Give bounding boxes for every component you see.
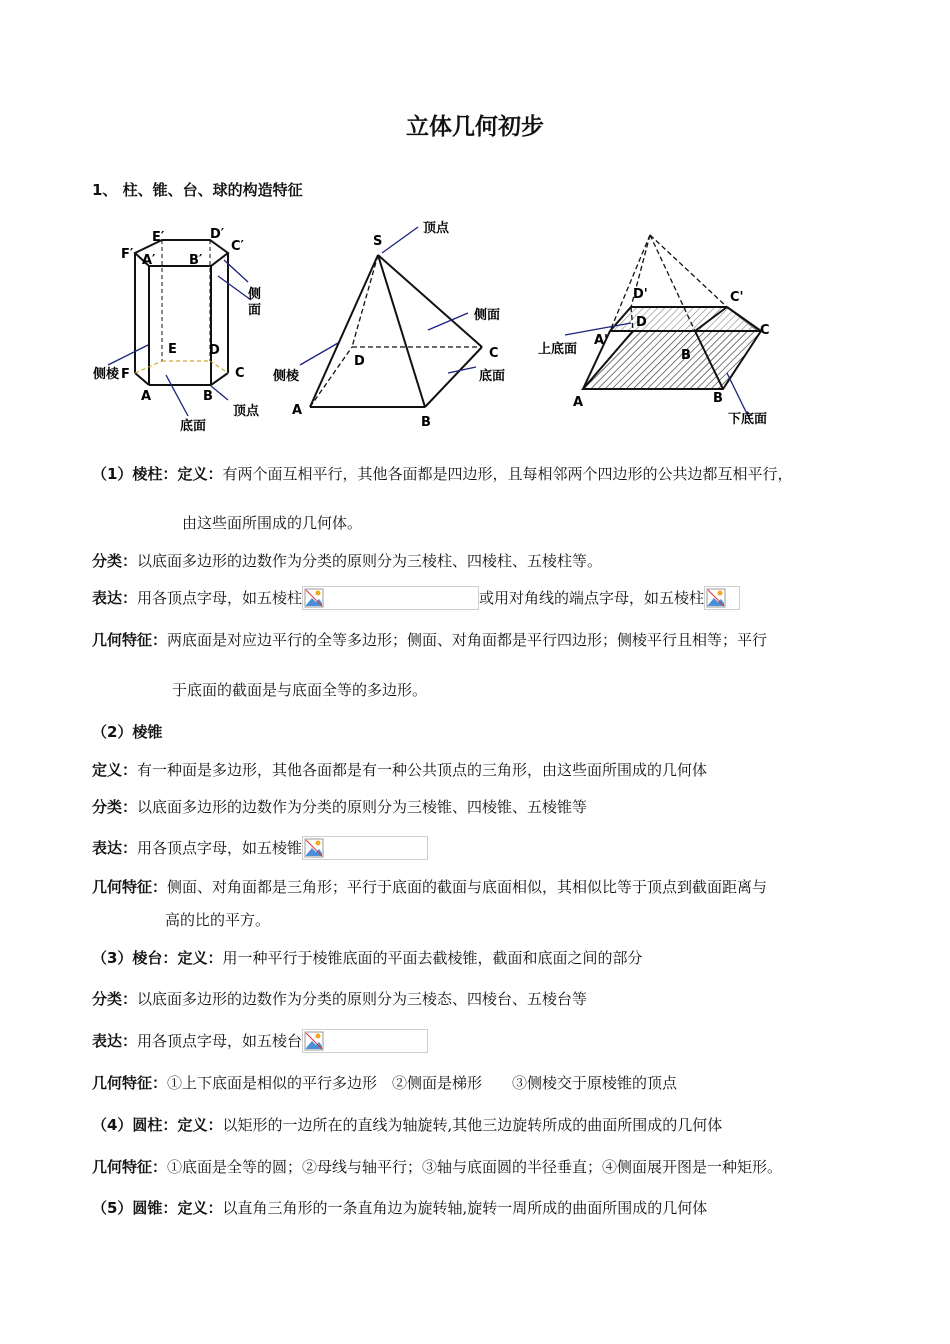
label-E-prime: E′ (152, 230, 165, 245)
label-S: S (373, 234, 383, 249)
cone-definition (92, 1197, 707, 1218)
prism-class-label: 分类： (92, 552, 138, 570)
label-side-face-1: 侧 (248, 287, 262, 302)
label-side-edge: 侧棱 (93, 367, 120, 382)
pyramid-expr-text: 用各顶点字母，如五棱锥 (137, 839, 303, 857)
prism-diagram (88, 220, 278, 435)
label-F: F (121, 367, 130, 382)
label-A-prime: A' (594, 333, 609, 348)
prism-features-cont: 于底面的截面是与底面全等的多边形。 (172, 681, 428, 699)
label-side-face-2: 面 (248, 303, 262, 318)
prism-definition (92, 463, 792, 484)
prism-features (92, 629, 767, 650)
prism-expr-label: 表达： (92, 589, 138, 607)
frustum-class-text: 以底面多边形的边数作为分类的原则分为三棱态、四棱台、五棱台等 (137, 990, 588, 1008)
cylinder-feat-label: 几何特征： (92, 1158, 168, 1176)
cylinder-definition (92, 1114, 722, 1135)
label-A: A (292, 403, 303, 418)
pyramid-feat-label: 几何特征： (92, 878, 168, 896)
label-side-face: 侧面 (474, 308, 501, 323)
cylinder-heading: （4）圆柱： (92, 1116, 178, 1134)
cylinder-feat-text: ①底面是全等的圆；②母线与轴平行；③轴与底面圆的半径垂直；④侧面展开图是一种矩形。 (167, 1158, 783, 1176)
pyramid-heading: （2）棱锥 (92, 723, 163, 741)
label-C: C (235, 366, 245, 381)
frustum-expression (92, 1030, 428, 1053)
label-vertex: 顶点 (423, 221, 450, 236)
cone-def-text: 以直角三角形的一条直角边为旋转轴,旋转一周所成的曲面所围成的几何体 (222, 1199, 708, 1217)
prism-heading: （1）棱柱： (92, 465, 178, 483)
cone-heading: （5）圆锥： (92, 1199, 178, 1217)
cylinder-def-label: 定义： (177, 1116, 223, 1134)
label-C-prime: C' (730, 290, 744, 305)
frustum-diagram (535, 225, 795, 435)
label-top-base: 上底面 (538, 342, 578, 357)
pyramid-expression (92, 837, 428, 860)
broken-image-icon (302, 836, 428, 860)
pyramid-diagram (270, 215, 520, 435)
frustum-expr-text: 用各顶点字母，如五棱台 (137, 1032, 303, 1050)
frustum-class-label: 分类： (92, 990, 138, 1008)
label-D: D (209, 343, 220, 358)
label-base: 底面 (479, 369, 506, 384)
pyramid-features (92, 876, 767, 897)
cone-def-label: 定义： (177, 1199, 223, 1217)
label-B-prime: B′ (189, 253, 203, 268)
label-A: A (141, 389, 152, 404)
frustum-expr-label: 表达： (92, 1032, 138, 1050)
pyramid-features-cont: 高的比的平方。 (165, 911, 271, 929)
label-C-prime: C′ (231, 239, 244, 254)
label-A: A (573, 395, 584, 410)
prism-feat-text: 两底面是对应边平行的全等多边形；侧面、对角面都是平行四边形；侧棱平行且相等；平行 (167, 631, 768, 649)
frustum-features (92, 1072, 677, 1093)
broken-image-icon (302, 1029, 428, 1053)
frustum-definition (92, 947, 642, 968)
section-heading: 1、 柱、锥、台、球的构造特征 (92, 181, 303, 199)
frustum-classification (92, 988, 587, 1009)
label-D: D (354, 354, 365, 369)
broken-image-icon (704, 586, 740, 610)
label-vertex: 顶点 (233, 404, 260, 419)
frustum-feat-text: ①上下底面是相似的平行多边形 ②侧面是梯形 ③侧棱交于原棱锥的顶点 (167, 1074, 678, 1092)
label-D-prime: D' (633, 287, 648, 302)
frustum-def-label: 定义： (177, 949, 223, 967)
label-D: D (636, 315, 647, 330)
page-title: 立体几何初步 (406, 114, 544, 140)
frustum-heading: （3）棱台： (92, 949, 178, 967)
label-F-prime: F′ (121, 247, 134, 262)
pyramid-def-text: 有一种面是多边形，其他各面都是有一种公共顶点的三角形，由这些面所围成的几何体 (137, 761, 708, 779)
prism-expr-text2: 或用对角线的端点字母，如五棱柱 (479, 589, 705, 607)
prism-classification (92, 550, 602, 571)
label-side-edge: 侧棱 (273, 369, 300, 384)
label-B: B (421, 415, 431, 430)
pyramid-feat-text: 侧面、对角面都是三角形；平行于底面的截面与底面相似，其相似比等于顶点到截面距离与 (167, 878, 768, 896)
label-E: E (168, 342, 177, 357)
pyramid-expr-label: 表达： (92, 839, 138, 857)
label-B: B (681, 348, 691, 363)
pyramid-definition (92, 759, 707, 780)
cylinder-def-text: 以矩形的一边所在的直线为轴旋转,其他三边旋转所成的曲面所围成的几何体 (222, 1116, 723, 1134)
prism-expression (92, 587, 740, 610)
label-C: C (489, 346, 499, 361)
label-bottom-base: 下底面 (728, 412, 768, 427)
cylinder-features (92, 1156, 782, 1177)
prism-expr-text1: 用各顶点字母，如五棱柱 (137, 589, 303, 607)
prism-definition-cont: 由这些面所围成的几何体。 (182, 514, 363, 532)
prism-class-text: 以底面多边形的边数作为分类的原则分为三棱柱、四棱柱、五棱柱等。 (137, 552, 603, 570)
label-B-bottom: B (713, 391, 723, 406)
label-A-prime: A′ (142, 253, 156, 268)
label-C: C (760, 323, 770, 338)
frustum-feat-label: 几何特征： (92, 1074, 168, 1092)
pyramid-class-label: 分类： (92, 798, 138, 816)
label-D-prime: D′ (210, 227, 225, 242)
prism-def-text: 有两个面互相平行，其他各面都是四边形，且每相邻两个四边形的公共边都互相平行， (222, 465, 793, 483)
pyramid-class-text: 以底面多边形的边数作为分类的原则分为三棱锥、四棱锥、五棱锥等 (137, 798, 588, 816)
prism-feat-label: 几何特征： (92, 631, 168, 649)
prism-def-label: 定义： (177, 465, 223, 483)
label-base: 底面 (180, 419, 207, 434)
pyramid-def-label: 定义： (92, 761, 138, 779)
frustum-def-text: 用一种平行于棱锥底面的平面去截棱锥，截面和底面之间的部分 (222, 949, 643, 967)
label-B: B (203, 389, 213, 404)
broken-image-icon (302, 586, 479, 610)
pyramid-classification (92, 796, 587, 817)
